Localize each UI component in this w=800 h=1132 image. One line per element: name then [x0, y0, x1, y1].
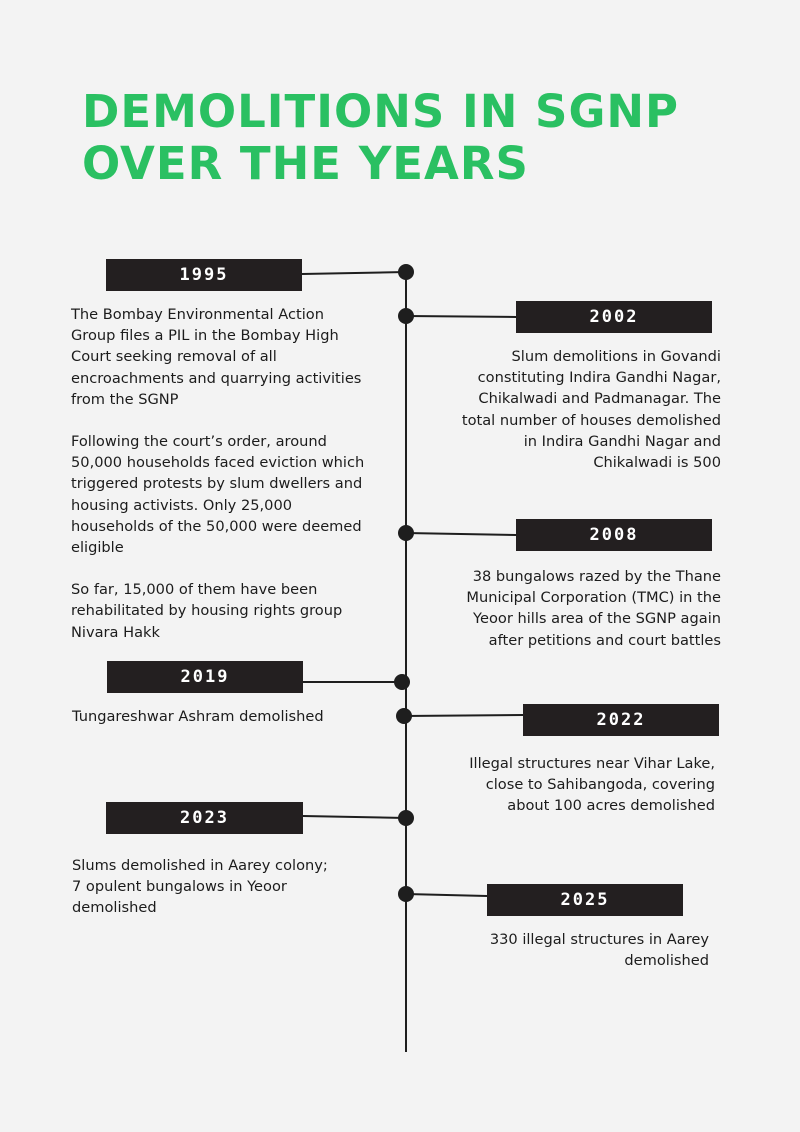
- event-text-2019: [72, 706, 372, 748]
- event-paragraph: Tungareshwar Ashram demolished: [72, 708, 324, 725]
- title-line-1: DEMOLITIONS IN SGNP: [82, 85, 680, 138]
- connector-2008: [406, 533, 516, 535]
- event-text-2025: [478, 929, 709, 992]
- connector-2002: [406, 316, 516, 317]
- event-text-2002: [451, 346, 721, 494]
- connector-2022: [404, 715, 523, 716]
- event-text-2023: [72, 855, 334, 940]
- marker-2025: [398, 886, 414, 902]
- marker-2019: [394, 674, 410, 690]
- title-line-2: OVER THE YEARS: [82, 137, 529, 190]
- year-label-2025: 2025: [487, 884, 683, 916]
- marker-1995: [398, 264, 414, 280]
- event-paragraph: The Bombay Environmental Action Group files a PIL in the Bombay High Court seeking removal of all encroachments and quarrying activities from the SGNP: [71, 306, 362, 408]
- marker-2002: [398, 308, 414, 324]
- year-label-2019: 2019: [107, 661, 303, 693]
- year-label-1995: 1995: [106, 259, 302, 291]
- event-paragraph: 38 bungalows razed by the Thane Municipal Corporation (TMC) in the Yeoor hills area of the SGNP again after petitions and court battles: [466, 568, 721, 649]
- event-paragraph: So far, 15,000 of them have been rehabilitated by housing rights group Nivara Hakk: [71, 581, 343, 641]
- marker-2023: [398, 810, 414, 826]
- connector-1995: [302, 272, 406, 274]
- event-text-1995: [71, 304, 371, 664]
- connector-2025: [406, 894, 487, 896]
- year-label-2023: 2023: [106, 802, 303, 834]
- marker-2022: [396, 708, 412, 724]
- event-paragraph: 330 illegal structures in Aarey demolished: [489, 931, 709, 970]
- event-paragraph: Following the court’s order, around 50,000 households faced eviction which triggered protests by slum dwellers and housing activists. Only 25,000 households of the 50,000 were deemed eligible: [71, 433, 365, 557]
- event-paragraph: Slum demolitions in Govandi constituting Indira Gandhi Nagar, Chikalwadi and Padmanagar. The total number of houses demolished in Indira Gandhi Nagar and Chikalwadi is 500: [461, 348, 721, 472]
- marker-2008: [398, 525, 414, 541]
- connector-2023: [303, 816, 406, 818]
- event-paragraph: Illegal structures near Vihar Lake, close to Sahibangoda, covering about 100 acres demolished: [469, 755, 715, 815]
- event-text-2008: [455, 566, 721, 672]
- year-label-2002: 2002: [516, 301, 712, 333]
- year-label-2008: 2008: [516, 519, 712, 551]
- year-label-2022: 2022: [523, 704, 719, 736]
- event-paragraph: Slums demolished in Aarey colony; 7 opulent bungalows in Yeoor demolished: [72, 857, 328, 917]
- event-text-2022: [455, 753, 715, 838]
